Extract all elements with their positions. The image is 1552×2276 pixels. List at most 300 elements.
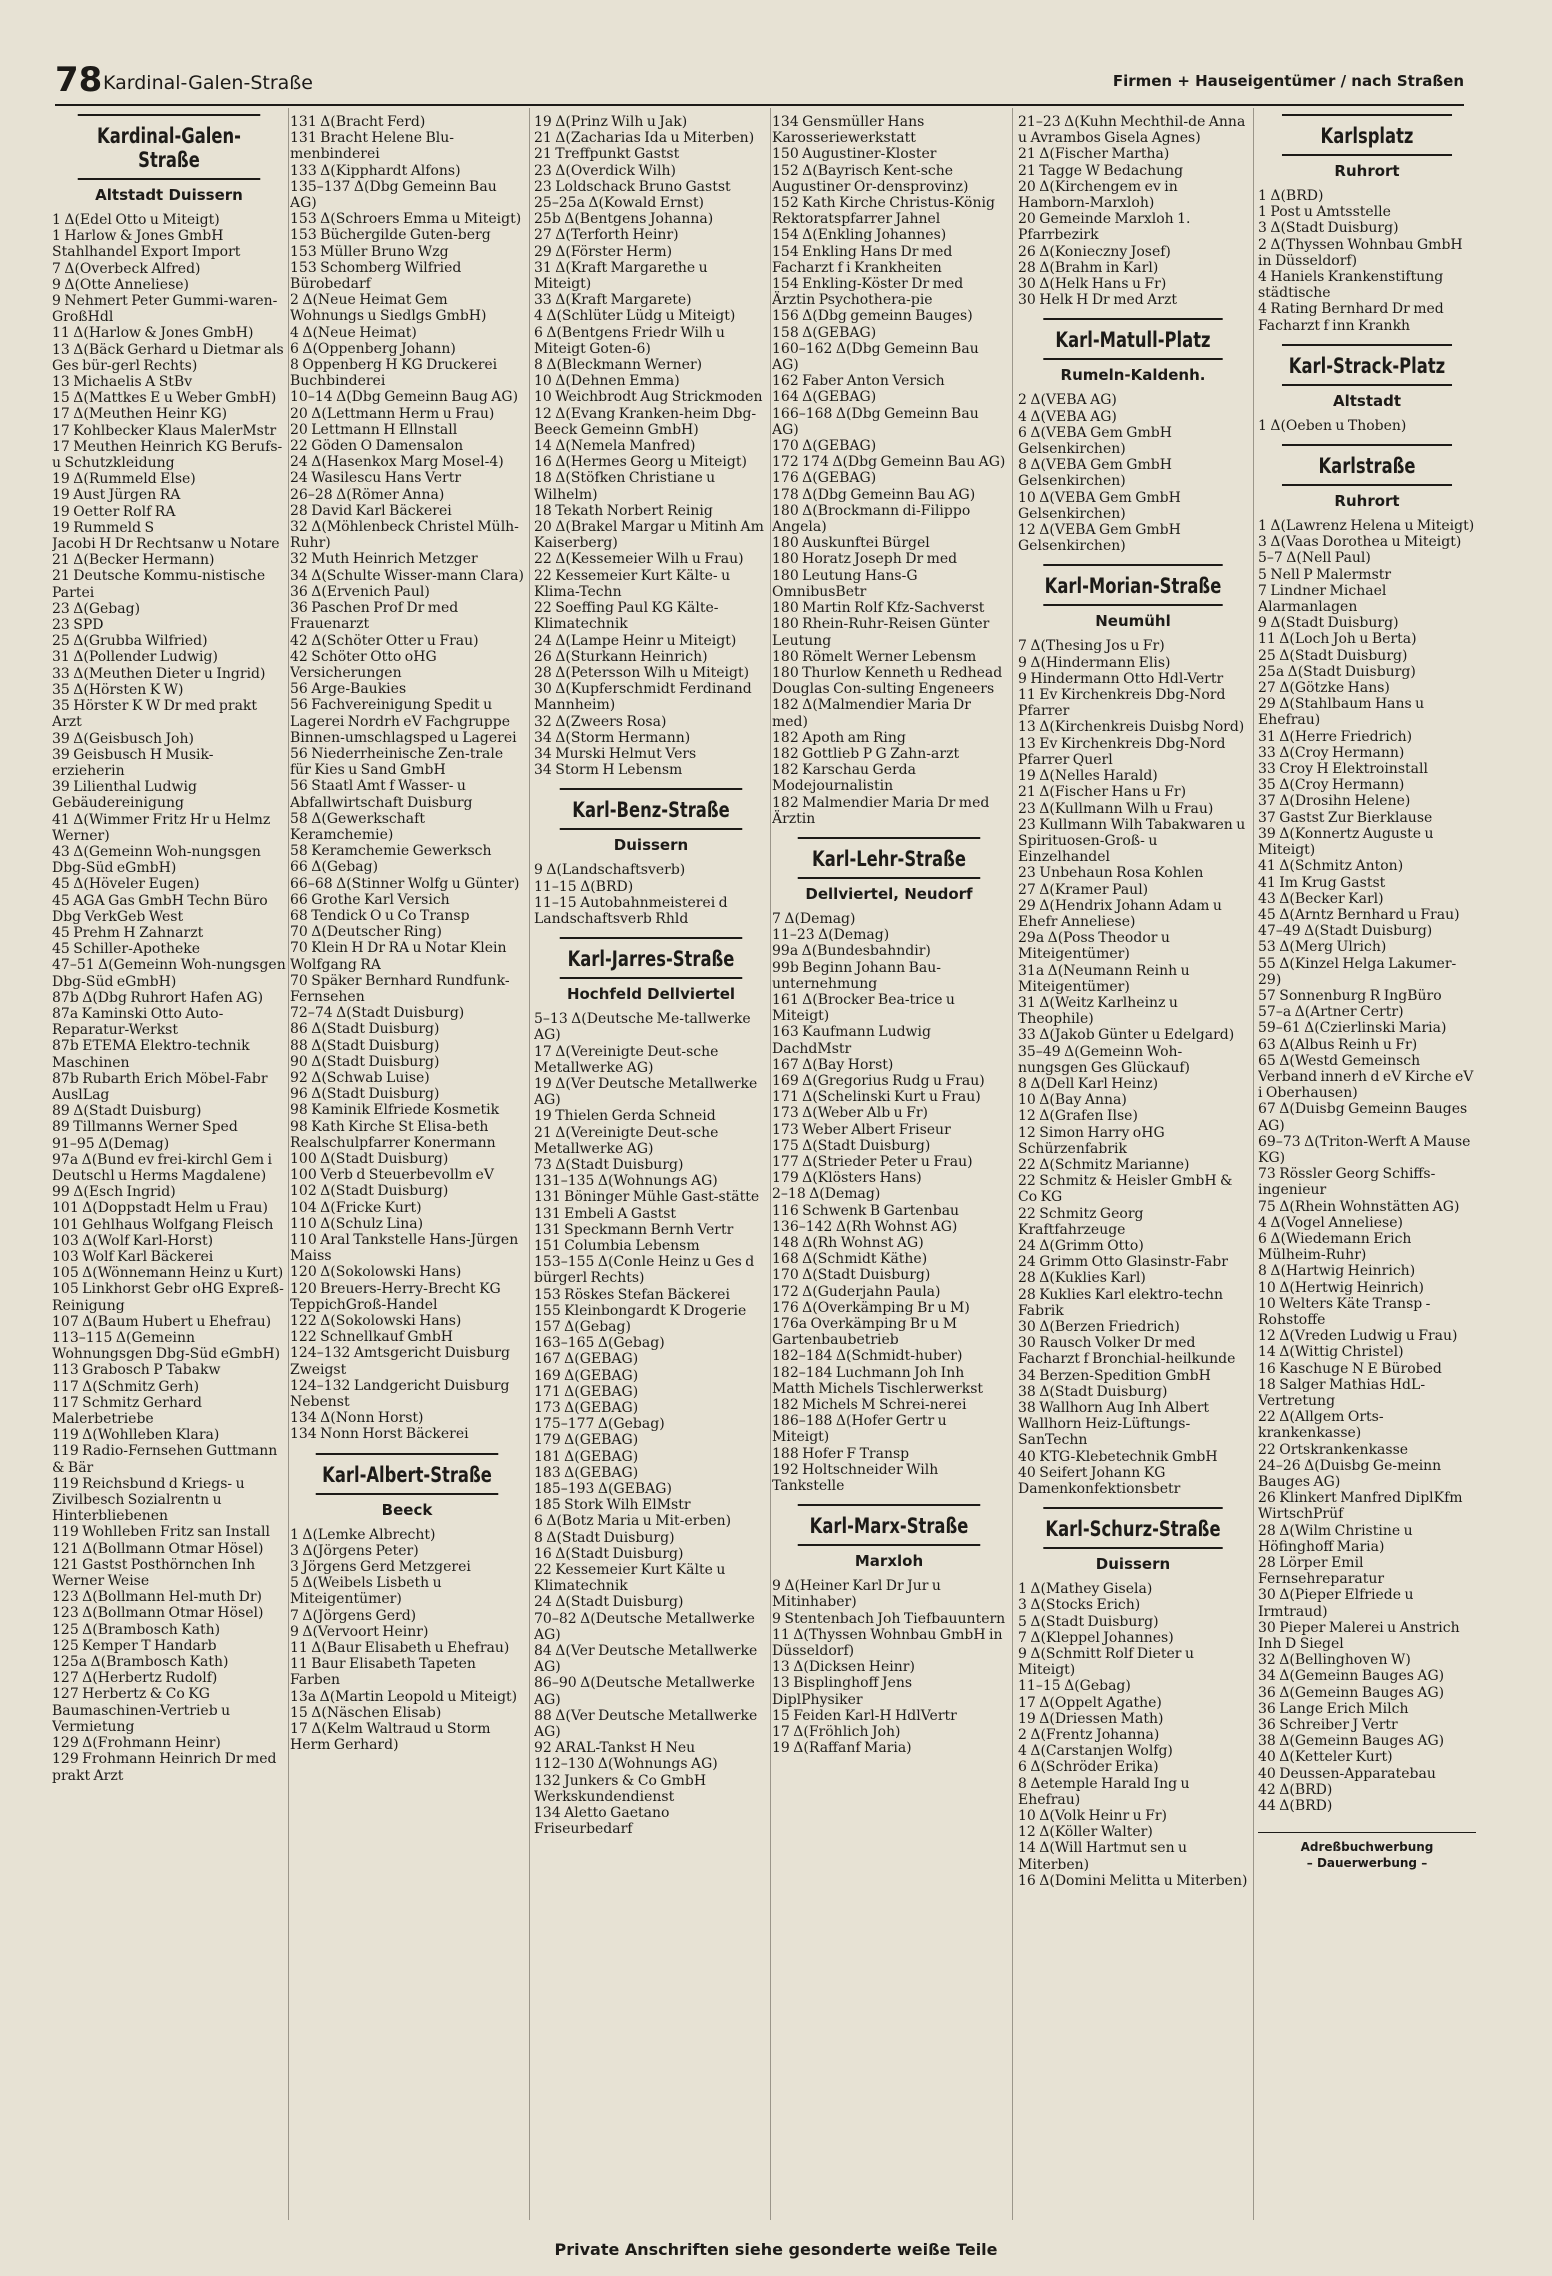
street-section xyxy=(1258,344,1476,434)
directory-entry: 27 Δ(Götzke Hans) xyxy=(1258,680,1390,697)
directory-entry: 179 Δ(GEBAG) xyxy=(534,1432,639,1449)
directory-entry: 2 Δ(Thyssen Wohnbau GmbH in Düsseldorf) xyxy=(1258,236,1463,269)
directory-entry: 182 Michels M Schrei-nerei xyxy=(772,1397,967,1414)
directory-entry: 24 Δ(Stadt Duisburg) xyxy=(534,1594,684,1611)
directory-entry: 30 Δ(Pieper Elfriede u Irmtraud) xyxy=(1258,1587,1414,1620)
directory-entry: 9 Stentenbach Joh Tiefbauuntern xyxy=(772,1610,1006,1627)
directory-entry: 183 Δ(GEBAG) xyxy=(534,1464,639,1481)
directory-entry: 129 Frohmann Heinrich Dr med prakt Arzt xyxy=(52,1751,277,1784)
directory-entry: 170 Δ(Stadt Duisburg) xyxy=(772,1267,931,1284)
directory-entry: 20 Gemeinde Marxloh 1. Pfarrbezirk xyxy=(1018,211,1191,244)
directory-entry: 70 Späker Bernhard Rundfunk-Fernsehen xyxy=(290,972,510,1005)
directory-entry: 66–68 Δ(Stinner Wolfg u Günter) xyxy=(290,875,520,892)
directory-entry: 17 Δ(Oppelt Agathe) xyxy=(1018,1694,1162,1711)
directory-entry: 57–a Δ(Artner Certr) xyxy=(1258,1004,1404,1021)
directory-entry: 39 Lilienthal Ludwig Gebäudereinigung xyxy=(52,779,197,812)
directory-entry: 7 Δ(Jörgens Gerd) xyxy=(290,1607,417,1624)
directory-entry: 157 Δ(Gebag) xyxy=(534,1319,631,1335)
directory-entry: 170 Δ(GEBAG) xyxy=(772,438,877,455)
directory-entry: 5 Δ(Weibels Lisbeth u Miteigentümer) xyxy=(290,1575,442,1608)
directory-entry: 9 Δ(Heiner Karl Dr Jur u Mitinhaber) xyxy=(772,1578,941,1611)
directory-entry: 22 Kessemeier Kurt Kälte- u Klima-Techn xyxy=(534,567,731,600)
directory-entry: 28 David Karl Bäckerei xyxy=(290,502,452,519)
directory-entry: 26–28 Δ(Römer Anna) xyxy=(290,486,445,503)
directory-entry: 23 Loldschack Bruno Gastst xyxy=(534,178,731,195)
directory-entry: 38 Δ(Gemeinn Bauges AG) xyxy=(1258,1733,1445,1750)
directory-entry: 87b Rubarth Erich Möbel-Fabr AuslLag xyxy=(52,1070,268,1103)
directory-entry: 39 Geisbusch H Musik-erzieherin xyxy=(52,746,214,779)
directory-entry: 124–132 Landgericht Duisburg Nebenst xyxy=(290,1377,510,1411)
directory-entry: 86–90 Δ(Deutsche Metallwerke AG) xyxy=(534,1675,755,1708)
directory-entry: 29a Δ(Poss Theodor u Miteigentümer) xyxy=(1018,930,1170,963)
directory-entry: 163–165 Δ(Gebag) xyxy=(534,1335,665,1352)
section-title: Firmen + Hauseigentümer / nach Straßen xyxy=(1112,72,1464,90)
directory-entry: 6 Δ(Wiedemann Erich Mülheim-Ruhr) xyxy=(1258,1230,1412,1264)
directory-entry: 131 Böninger Mühle Gast-stätte xyxy=(534,1189,760,1206)
directory-entry: 97a Δ(Bund ev frei-kirchl Gem i Deutschl u Herms Magdalene) xyxy=(52,1151,273,1184)
directory-entry: 55 Δ(Kinzel Helga Lakumer-29) xyxy=(1258,955,1457,988)
directory-entry: 181 Δ(GEBAG) xyxy=(534,1448,639,1465)
district-label: Marxloh xyxy=(854,1552,924,1571)
directory-entry: 180 Δ(Brockmann di-Filippo Angela) xyxy=(772,502,971,536)
directory-entry: 35 Hörster K W Dr med prakt Arzt xyxy=(52,698,258,731)
directory-entry: 17 Δ(Meuthen Heinr KG) xyxy=(52,406,228,423)
directory-entry: 180 Römelt Werner Lebensm xyxy=(772,648,977,665)
directory-entry: 131 Speckmann Bernh Vertr xyxy=(534,1221,734,1238)
directory-entry: 21 Δ(Zacharias Ida u Miterben) xyxy=(534,130,755,147)
directory-entry: 19 Δ(Ver Deutsche Metallwerke AG) xyxy=(534,1075,758,1109)
directory-entry: 8 Δetemple Harald Ing u Ehefrau) xyxy=(1018,1775,1190,1808)
directory-entry: 1 Δ(Lemke Albrecht) xyxy=(290,1526,436,1543)
directory-entry: 3 Δ(Vaas Dorothea u Miteigt) xyxy=(1258,534,1462,551)
directory-entry: 24 Grimm Otto Glasinstr-Fabr xyxy=(1018,1254,1228,1271)
street-heading: Karl-Strack-Platz xyxy=(1282,344,1452,386)
directory-entry: 56 Arge-Baukies xyxy=(290,681,407,698)
directory-entry: 24 Δ(Lampe Heinr u Miteigt) xyxy=(534,632,737,649)
directory-entry: 134 Aletto Gaetano Friseurbedarf xyxy=(534,1805,670,1838)
directory-entry: 72–74 Δ(Stadt Duisburg) xyxy=(290,1005,465,1022)
directory-entry: 154 Δ(Enkling Johannes) xyxy=(772,227,947,244)
directory-entry: 11 Δ(Baur Elisabeth u Ehefrau) xyxy=(290,1640,510,1657)
directory-entry: 148 Δ(Rh Wohnst AG) xyxy=(772,1235,924,1251)
directory-entry: 3 Δ(Jörgens Peter) xyxy=(290,1542,419,1559)
directory-entry: 103 Wolf Karl Bäckerei xyxy=(52,1249,214,1265)
directory-entry: 169 Δ(GEBAG) xyxy=(534,1367,639,1384)
directory-entry: 28 Δ(Wilm Christine u Höfinghoff Maria) xyxy=(1258,1522,1413,1555)
street-heading: Karl-Morian-Straße xyxy=(1043,564,1222,606)
directory-entry: 22 Göden O Damensalon xyxy=(290,438,464,455)
promo-note xyxy=(1258,1832,1476,1871)
directory-entry: 7 Lindner Michael Alarmanlagen xyxy=(1258,582,1387,616)
directory-entry: 156 Δ(Dbg gemeinn Bauges) xyxy=(772,308,973,325)
directory-entry: 92 Δ(Schwab Luise) xyxy=(290,1069,430,1086)
directory-entry: 129 Δ(Frohmann Heinr) xyxy=(52,1735,221,1752)
directory-entry: 34 Murski Helmut Vers xyxy=(534,745,697,762)
directory-entry: 30 Rausch Volker Dr med Facharzt f Bronchial-heilkunde xyxy=(1018,1335,1236,1368)
directory-entry: 9 Δ(Hindermann Elis) xyxy=(1018,654,1171,671)
directory-entry: 29 Δ(Förster Herm) xyxy=(534,243,673,260)
directory-entry: 87b Δ(Dbg Ruhrort Hafen AG) xyxy=(52,989,264,1006)
directory-entry: 161 Δ(Brocker Bea-trice u Miteigt) xyxy=(772,991,955,1025)
directory-entry: 135–137 Δ(Dbg Gemeinn Bau AG) xyxy=(290,178,497,212)
directory-entry: 11 Δ(Loch Joh u Berta) xyxy=(1258,631,1417,648)
directory-entry: 25–25a Δ(Kowald Ernst) xyxy=(534,195,704,212)
directory-entry: 57 Sonnenburg R IngBüro xyxy=(1258,987,1442,1004)
district-label: Beeck xyxy=(381,1500,433,1519)
directory-entry: 13 Ev Kirchenkreis Dbg-Nord Pfarrer Querl xyxy=(1018,735,1226,768)
directory-entry: 68 Tendick O u Co Transp xyxy=(290,907,470,924)
directory-entry: 19 Δ(Rummeld Else) xyxy=(52,471,196,488)
directory-entry: 24–26 Δ(Duisbg Ge-meinn Bauges AG) xyxy=(1258,1457,1442,1491)
directory-entry: 3 Δ(Stocks Erich) xyxy=(1018,1597,1141,1614)
street-section xyxy=(290,114,524,1443)
directory-entry: 10–14 Δ(Dbg Gemeinn Baug AG) xyxy=(290,389,519,406)
directory-entry: 47–51 Δ(Gemeinn Woh-nungsgen Dbg-Süd eGmbH) xyxy=(52,957,286,990)
directory-entry: 182 Malmendier Maria Dr med Ärztin xyxy=(772,794,990,827)
directory-entry: 21 Δ(Becker Hermann) xyxy=(52,552,215,569)
directory-entry: 2 Δ(Frentz Johanna) xyxy=(1018,1727,1160,1744)
directory-entry: 127 Herbertz & Co KG Baumaschinen-Vertrieb u Vermietung xyxy=(52,1686,231,1735)
directory-entry: 160–162 Δ(Dbg Gemeinn Bau AG) xyxy=(772,340,979,374)
directory-entry: 22 Schmitz & Heisler GmbH & Co KG xyxy=(1018,1173,1233,1206)
directory-entry: 16 Δ(Domini Melitta u Miterben) xyxy=(1018,1872,1248,1889)
directory-entry: 105 Δ(Wönnemann Heinz u Kurt) xyxy=(52,1265,284,1282)
directory-entry: 98 Kaminik Elfriede Kosmetik xyxy=(290,1102,500,1119)
directory-entry: 8 Δ(Stadt Duisburg) xyxy=(534,1529,675,1546)
directory-entry: 9 Δ(Otte Anneliese) xyxy=(52,276,189,293)
directory-entry: 23 Unbehaun Rosa Kohlen xyxy=(1018,865,1204,882)
directory-entry: 44 Δ(BRD) xyxy=(1258,1798,1333,1815)
directory-entry: 180 Martin Rolf Kfz-Sachverst xyxy=(772,600,985,617)
column-5 xyxy=(1018,108,1248,2220)
directory-entry: 38 Δ(Stadt Duisburg) xyxy=(1018,1383,1168,1400)
street-section xyxy=(534,788,768,927)
directory-entry: 13a Δ(Martin Leopold u Miteigt) xyxy=(290,1688,518,1705)
directory-entry: 11–23 Δ(Demag) xyxy=(772,927,890,944)
directory-entry: 22 Δ(Allgem Orts-krankenkasse) xyxy=(1258,1409,1384,1442)
directory-entry: 5 Nell P Malermstr xyxy=(1258,566,1392,583)
directory-entry: 5–13 Δ(Deutsche Me-tallwerke AG) xyxy=(534,1011,751,1044)
directory-entry: 13 Δ(Dicksen Heinr) xyxy=(772,1659,915,1676)
directory-entry: 36 Δ(Ervenich Paul) xyxy=(290,583,430,600)
directory-entry: 10 Δ(Dehnen Emma) xyxy=(534,373,680,390)
directory-entry: 120 Breuers-Herry-Brecht KG TeppichGroß-Handel xyxy=(290,1280,501,1313)
directory-entry: 11 Δ(Harlow & Jones GmbH) xyxy=(52,325,254,342)
directory-entry: 99 Δ(Esch Ingrid) xyxy=(52,1184,176,1201)
directory-entry: 117 Δ(Schmitz Gerh) xyxy=(52,1378,200,1395)
directory-entry: 154 Enkling-Köster Dr med Ärztin Psychothera-pie xyxy=(772,276,964,309)
directory-entry: 120 Δ(Sokolowski Hans) xyxy=(290,1264,462,1281)
directory-entry: 166–168 Δ(Dbg Gemeinn Bau AG) xyxy=(772,405,979,438)
directory-entry: 104 Δ(Fricke Kurt) xyxy=(290,1199,422,1216)
directory-entry: 131 Bracht Helene Blu-menbinderei xyxy=(290,130,454,163)
directory-entry: 9 Δ(Stadt Duisburg) xyxy=(1258,615,1399,632)
directory-entry: 23 SPD xyxy=(52,617,104,634)
directory-entry: 173 Weber Albert Friseur xyxy=(772,1121,951,1138)
directory-entry: 19 Rummeld S xyxy=(52,519,155,536)
column-3 xyxy=(534,108,768,2220)
directory-entry: 2–18 Δ(Demag) xyxy=(772,1186,881,1203)
column-divider xyxy=(529,108,530,2220)
directory-entry: 12 Simon Harry oHG Schürzenfabrik xyxy=(1018,1124,1165,1157)
directory-entry: 4 Δ(VEBA AG) xyxy=(1018,408,1117,425)
directory-entry: 22 Schmitz Georg Kraftfahrzeuge xyxy=(1018,1205,1144,1238)
directory-entry: 1 Δ(Lawrenz Helena u Miteigt) xyxy=(1258,518,1475,535)
directory-entry: 37 Gastst Zur Bierklause xyxy=(1258,809,1433,826)
directory-entry: 4 Rating Bernhard Dr med Facharzt f inn Krankh xyxy=(1258,301,1444,334)
directory-entry: 119 Δ(Wohlleben Klara) xyxy=(52,1427,220,1444)
directory-entry: 16 Δ(Hermes Georg u Miteigt) xyxy=(534,454,747,471)
directory-entry: 22 Kessemeier Kurt Kälte u Klimatechnik xyxy=(534,1562,726,1595)
directory-entry: 177 Δ(Strieder Peter u Frau) xyxy=(772,1153,973,1170)
directory-entry: 124–132 Amtsgericht Duisburg Zweigst xyxy=(290,1345,510,1378)
directory-entry: 18 Tekath Norbert Reinig xyxy=(534,502,713,519)
district-label: Rumeln-Kaldenh. xyxy=(1060,366,1206,385)
directory-entry: 7 Δ(Demag) xyxy=(772,910,856,927)
directory-entry: 2 Δ(VEBA AG) xyxy=(1018,392,1117,409)
directory-entry: 10 Welters Käte Transp - Rohstoffe xyxy=(1258,1295,1431,1328)
directory-entry: 45 Schiller-Apotheke xyxy=(52,941,201,958)
directory-entry: 53 Δ(Merg Ulrich) xyxy=(1258,939,1387,956)
directory-entry: 21 Treffpunkt Gastst xyxy=(534,146,680,163)
directory-entry: 29 Δ(Hendrix Johann Adam u Ehefr Anneliese) xyxy=(1018,897,1222,930)
district-label: Ruhrort xyxy=(1334,492,1400,511)
directory-entry: 7 Δ(Overbeck Alfred) xyxy=(52,260,201,277)
directory-entry: 182–184 Δ(Schmidt-huber) xyxy=(772,1348,963,1365)
directory-entry: 70 Δ(Deutscher Ring) xyxy=(290,924,442,941)
directory-entry: 100 Δ(Stadt Duisburg) xyxy=(290,1151,449,1167)
directory-entry: 11–15 Autobahnmeisterei d Landschaftsverb Rhld xyxy=(534,894,728,927)
column-divider xyxy=(1253,108,1254,2220)
directory-entry: 12 Δ(Vreden Ludwig u Frau) xyxy=(1258,1328,1458,1345)
footer-note: Private Anschriften siehe gesonderte weiße Teile xyxy=(554,2240,998,2259)
directory-entry: 33 Δ(Kraft Margarete) xyxy=(534,292,692,309)
street-section xyxy=(534,114,768,778)
directory-entry: 30 Δ(Berzen Friedrich) xyxy=(1018,1319,1180,1335)
directory-entry: 31a Δ(Neumann Reinh u Miteigentümer) xyxy=(1018,962,1190,995)
directory-entry: 5–7 Δ(Nell Paul) xyxy=(1258,550,1371,567)
directory-entry: 153 Büchergilde Guten-berg xyxy=(290,227,491,244)
directory-entry: 176a Overkämping Br u M Gartenbaubetrieb xyxy=(772,1316,958,1349)
directory-entry: 10 Δ(Volk Heinr u Fr) xyxy=(1018,1808,1167,1825)
directory-entry: 125 Δ(Brambosch Kath) xyxy=(52,1621,221,1638)
directory-entry: 87b ETEMA Elektro-technik Maschinen xyxy=(52,1038,250,1071)
directory-entry: 31 Δ(Herre Friedrich) xyxy=(1258,728,1413,745)
directory-entry: 30 Δ(Helk Hans u Fr) xyxy=(1018,276,1167,293)
directory-entry: 4 Δ(Schlüter Lüdg u Miteigt) xyxy=(534,308,736,325)
directory-entry: 10 Δ(Bay Anna) xyxy=(1018,1092,1127,1109)
directory-entry: 11 Δ(Thyssen Wohnbau GmbH in Düsseldorf) xyxy=(772,1626,1003,1660)
directory-entry: 40 Δ(Ketteler Kurt) xyxy=(1258,1749,1393,1766)
directory-entry: 24 Δ(Grimm Otto) xyxy=(1018,1237,1144,1254)
directory-entry: 17 Δ(Fröhlich Joh) xyxy=(772,1724,901,1741)
directory-entry: 6 Δ(Bentgens Friedr Wilh u Miteigt Goten-6) xyxy=(534,324,725,357)
column-divider xyxy=(288,108,289,2220)
directory-entry: 13 Bisplinghoff Jens DiplPhysiker xyxy=(772,1675,913,1708)
directory-entry: 66 Δ(Gebag) xyxy=(290,859,379,876)
directory-entry: 70–82 Δ(Deutsche Metallwerke AG) xyxy=(534,1610,755,1643)
directory-entry: 36 Lange Erich Milch xyxy=(1258,1700,1409,1717)
directory-entry: 176 Δ(GEBAG) xyxy=(772,470,877,487)
directory-entry: 112–130 Δ(Wohnungs AG) xyxy=(534,1756,718,1773)
directory-entry: 25b Δ(Bentgens Johanna) xyxy=(534,211,714,228)
directory-entry: 96 Δ(Stadt Duisburg) xyxy=(290,1086,440,1103)
directory-entry: 15 Δ(Mattkes E u Weber GmbH) xyxy=(52,390,277,407)
directory-entry: 34 Δ(Schulte Wisser-mann Clara) xyxy=(290,567,524,584)
street-section xyxy=(1018,1507,1248,1889)
directory-entry: 167 Δ(GEBAG) xyxy=(534,1351,639,1368)
directory-entry: 21 Tagge W Bedachung xyxy=(1018,162,1184,179)
directory-entry: 10 Weichbrodt Aug Strickmoden xyxy=(534,389,763,406)
directory-entry: 91–95 Δ(Demag) xyxy=(52,1135,170,1152)
directory-entry: 35–49 Δ(Gemeinn Woh-nungsgen Ges Glückauf) xyxy=(1018,1043,1191,1076)
directory-entry: 9 Hindermann Otto Hdl-Vertr xyxy=(1018,670,1224,687)
directory-entry: 41 Δ(Schmitz Anton) xyxy=(1258,858,1404,875)
directory-entry: 180 Thurlow Kenneth u Redhead Douglas Con-sulting Engeneers xyxy=(772,664,1003,698)
street-section xyxy=(1018,114,1248,308)
directory-entry: 42 Schöter Otto oHG Versicherungen xyxy=(290,648,437,681)
directory-entry: 33 Δ(Meuthen Dieter u Ingrid) xyxy=(52,665,266,682)
directory-entry: 41 Im Krug Gastst xyxy=(1258,874,1386,891)
directory-entry: 27 Δ(Kramer Paul) xyxy=(1018,881,1149,898)
directory-entry: 1 Δ(BRD) xyxy=(1258,188,1324,204)
directory-entry: 1 Post u Amtsstelle xyxy=(1258,204,1391,221)
directory-entry: 13 Δ(Kirchenkreis Duisbg Nord) xyxy=(1018,719,1245,736)
directory-entry: 99b Beginn Johann Bau-unternehmung xyxy=(772,959,941,992)
directory-entry: 21–23 Δ(Kuhn Mechthil-de Anna u Avrambos Gisela Agnes) xyxy=(1018,114,1246,147)
directory-entry: 65 Δ(Westd Gemeinsch Verband innerh d eV Kirche eV i Oberhausen) xyxy=(1258,1052,1474,1102)
directory-entry: 10 Δ(VEBA Gem GmbH Gelsenkirchen) xyxy=(1018,489,1181,522)
directory-entry: 8 Δ(Dell Karl Heinz) xyxy=(1018,1075,1159,1092)
directory-entry: 182 Gottlieb P G Zahn-arzt xyxy=(772,745,960,762)
district-label: Duissern xyxy=(613,836,689,855)
directory-entry: 153 Müller Bruno Wzg xyxy=(290,243,449,260)
directory-entry: 32 Muth Heinrich Metzger xyxy=(290,551,478,568)
directory-entry: 73 Rössler Georg Schiffs-ingenieur xyxy=(1258,1166,1436,1199)
directory-entry: 1 Δ(Oeben u Thoben) xyxy=(1258,417,1407,434)
directory-entry: 19 Δ(Raffanf Maria) xyxy=(772,1740,912,1757)
directory-entry: 152 Δ(Bayrisch Kent-sche Augustiner Or-densprovinz) xyxy=(772,162,969,195)
column-divider xyxy=(1012,108,1013,2220)
street-heading: Karl-Matull-Platz xyxy=(1043,318,1222,360)
directory-entry: 122 Δ(Sokolowski Hans) xyxy=(290,1313,462,1330)
directory-entry: 12 Δ(VEBA Gem GmbH Gelsenkirchen) xyxy=(1018,522,1181,555)
directory-entry: 123 Δ(Bollmann Otmar Hösel) xyxy=(52,1605,264,1622)
street-section xyxy=(1018,564,1248,1497)
directory-entry: 40 KTG-Klebetechnik GmbH xyxy=(1018,1448,1218,1465)
directory-entry: 162 Faber Anton Versich xyxy=(772,373,945,390)
directory-entry: 125a Δ(Brambosch Kath) xyxy=(52,1654,229,1671)
directory-entry: 180 Auskunftei Bürgel xyxy=(772,535,930,552)
directory-entry: 3 Δ(Stadt Duisburg) xyxy=(1258,220,1399,237)
directory-entry: 119 Wohlleben Fritz san Install xyxy=(52,1524,271,1541)
directory-entry: 113 Grabosch P Tabakw xyxy=(52,1362,221,1379)
directory-entry: 21 Deutsche Kommu-nistische Partei xyxy=(52,568,266,601)
directory-entry: 132 Junkers & Co GmbH Werkskundendienst xyxy=(534,1772,707,1805)
directory-entry: 67 Δ(Duisbg Gemeinn Bauges AG) xyxy=(1258,1101,1468,1134)
street-section xyxy=(1258,444,1476,1814)
directory-entry: 20 Δ(Kirchengem ev in Hamborn-Marxloh) xyxy=(1018,178,1178,212)
directory-entry: 155 Kleinbongardt K Drogerie xyxy=(534,1302,747,1319)
directory-entry: 30 Δ(Kupferschmidt Ferdinand Mannheim) xyxy=(534,681,752,714)
directory-entry: 131–135 Δ(Wohnungs AG) xyxy=(534,1173,718,1190)
directory-entry: 6 Δ(VEBA Gem GmbH Gelsenkirchen) xyxy=(1018,424,1172,458)
directory-entry: 172 174 Δ(Dbg Gemeinn Bau AG) xyxy=(772,454,1006,471)
directory-entry: 17 Meuthen Heinrich KG Berufs- u Schutzkleidung xyxy=(52,438,283,472)
street-heading: Karl-Lehr-Straße xyxy=(798,837,981,879)
directory-entry: 6 Δ(Schröder Erika) xyxy=(1018,1759,1159,1776)
directory-entry: 180 Leutung Hans-G OmnibusBetr xyxy=(772,567,918,600)
district-label: Altstadt xyxy=(1332,391,1402,410)
directory-entry: 133 Δ(Kipphardt Alfons) xyxy=(290,162,461,179)
directory-entry: 153–155 Δ(Conle Heinz u Ges d bürgerl Rechts) xyxy=(534,1254,755,1287)
directory-entry: 18 Δ(Stöfken Christiane u Wilhelm) xyxy=(534,470,716,503)
directory-entry: 151 Columbia Lebensm xyxy=(534,1237,700,1254)
directory-entry: 40 Deussen-Apparatebau xyxy=(1258,1765,1436,1782)
directory-entry: 33 Δ(Croy Hermann) xyxy=(1258,744,1405,761)
directory-entry: 22 Δ(Schmitz Marianne) xyxy=(1018,1156,1190,1173)
directory-entry: 182 Apoth am Ring xyxy=(772,729,906,746)
street-heading: Karl-Schurz-Straße xyxy=(1043,1507,1222,1549)
column-1 xyxy=(52,108,286,2220)
directory-entry: 13 Δ(Bäck Gerhard u Dietmar als Ges bür-gerl Rechts) xyxy=(52,341,284,374)
promo-line: – Dauerwerbung – xyxy=(1306,1856,1428,1871)
directory-entry: 105 Linkhorst Gebr oHG Expreß-Reinigung xyxy=(52,1281,284,1314)
directory-entry: 45 Prehm H Zahnarzt xyxy=(52,924,204,941)
directory-entry: 125 Kemper T Handarb xyxy=(52,1637,217,1654)
directory-entry: 169 Δ(Gregorius Rudg u Frau) xyxy=(772,1072,985,1089)
directory-entry: 43 Δ(Gemeinn Woh-nungsgen Dbg-Süd eGmbH) xyxy=(52,843,261,877)
directory-entry: 31 Δ(Weitz Karlheinz u Theophile) xyxy=(1018,994,1178,1028)
directory-entry: 56 Staatl Amt f Wasser- u Abfallwirtschaft Duisburg xyxy=(290,778,473,811)
directory-entry: 31 Δ(Kraft Margarethe u Miteigt) xyxy=(534,259,708,293)
directory-entry: 188 Hofer F Transp xyxy=(772,1445,910,1462)
directory-entry: 4 Haniels Krankenstiftung städtische xyxy=(1258,269,1444,302)
directory-entry: 153 Röskes Stefan Bäckerei xyxy=(534,1286,730,1303)
district-label: Ruhrort xyxy=(1334,162,1400,180)
directory-entry: 175 Δ(Stadt Duisburg) xyxy=(772,1137,931,1154)
directory-entry: 27 Δ(Terforth Heinr) xyxy=(534,227,679,244)
directory-entry: 113–115 Δ(Gemeinn Wohnungsgen Dbg-Süd eGmbH) xyxy=(52,1330,281,1363)
directory-entry: 164 Δ(GEBAG) xyxy=(772,389,877,406)
directory-entry: 101 Gehlhaus Wolfgang Fleisch xyxy=(52,1216,274,1233)
directory-entry: 12 Δ(Köller Walter) xyxy=(1018,1824,1153,1841)
directory-entry: 16 Δ(Stadt Duisburg) xyxy=(534,1545,684,1562)
directory-entry: 4 Δ(Vogel Anneliese) xyxy=(1258,1214,1403,1231)
directory-entry: 178 Δ(Dbg Gemeinn Bau AG) xyxy=(772,486,976,503)
directory-entry: 14 Δ(Wittig Christel) xyxy=(1258,1344,1404,1361)
directory-entry: 192 Holtschneider Wilh Tankstelle xyxy=(772,1461,939,1495)
directory-entry: 35 Δ(Hörsten K W) xyxy=(52,681,184,698)
directory-entry: 28 Lörper Emil Fernsehreparatur xyxy=(1258,1555,1385,1588)
directory-entry: 31 Δ(Pollender Ludwig) xyxy=(52,649,218,666)
directory-entry: 38 Wallhorn Aug Inh Albert Wallhorn Heiz-Lüftungs-SanTechn xyxy=(1018,1400,1210,1449)
directory-entry: 5 Δ(Stadt Duisburg) xyxy=(1018,1613,1159,1630)
directory-entry: 134 Nonn Horst Bäckerei xyxy=(290,1426,469,1443)
directory-entry: 21 Δ(Fischer Martha) xyxy=(1018,146,1170,163)
directory-entry: 158 Δ(GEBAG) xyxy=(772,324,877,341)
directory-entry: 47–49 Δ(Stadt Duisburg) xyxy=(1258,923,1433,940)
directory-entry: 32 Δ(Zweers Rosa) xyxy=(534,713,667,730)
running-street-title: Kardinal-Galen-Straße xyxy=(103,72,313,94)
directory-entry: 26 Δ(Sturkann Heinrich) xyxy=(534,648,708,665)
directory-entry: 23 Δ(Overdick Wilh) xyxy=(534,162,676,179)
directory-entry: 119 Reichsbund d Kriegs- u Zivilbesch Sozialrentn u Hinterbliebenen xyxy=(52,1475,245,1525)
directory-entry: 63 Δ(Albus Reinh u Fr) xyxy=(1258,1036,1418,1053)
directory-entry: 152 Kath Kirche Christus-König Rektoratspfarrer Jahnel xyxy=(772,195,995,228)
street-section xyxy=(772,837,1006,1494)
street-section xyxy=(772,114,1006,827)
